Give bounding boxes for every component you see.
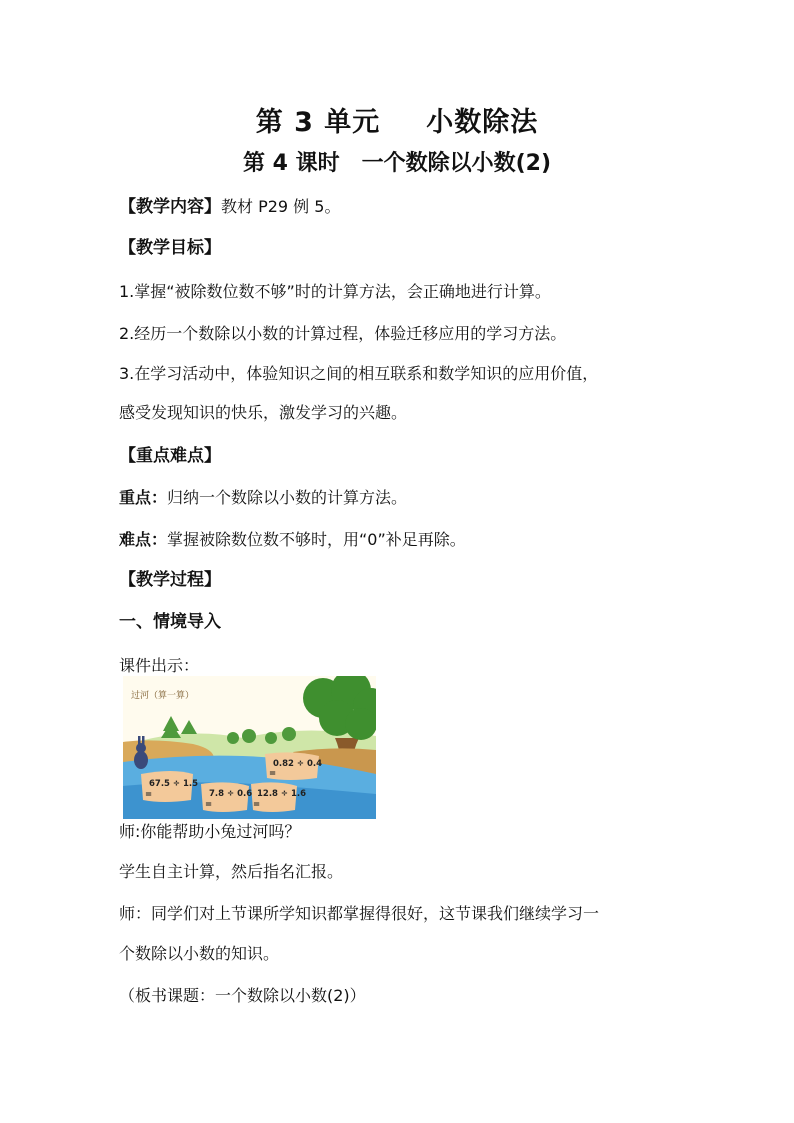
problem-1-equals: = <box>145 790 153 800</box>
problem-3-equals: = <box>253 800 261 810</box>
lesson-title <box>0 146 794 177</box>
teacher-remark: 师：同学们对上节课所学知识都掌握得很好，这节课我们继续学习一 <box>119 904 600 923</box>
key-point-text: 归纳一个数除以小数的计算方法。 <box>167 488 408 507</box>
teacher-question: 师:你能帮助小兔过河吗？ <box>119 822 301 841</box>
problem-1: 67.5 ÷ 1.5 <box>149 779 199 789</box>
courseware-intro: 课件出示： <box>119 656 200 675</box>
river-scene <box>123 676 376 819</box>
hard-point <box>119 528 699 552</box>
lesson-number: 第 4 课时 <box>242 151 340 176</box>
student-activity: 学生自主计算，然后指名汇报。 <box>119 862 344 881</box>
problem-3: 12.8 ÷ 1.6 <box>257 789 307 799</box>
teaching-content <box>119 195 699 219</box>
problem-2-equals: = <box>205 800 213 810</box>
problem-2: 7.8 ÷ 0.6 <box>209 789 253 799</box>
key-point <box>119 486 699 510</box>
board-title-note: （板书课题：一个数除以小数(2)） <box>119 986 366 1005</box>
unit-topic: 小数除法 <box>426 107 539 138</box>
process-heading: 【教学过程】 <box>119 570 221 590</box>
goal-item-3-cont: 感受发现知识的快乐，激发学习的兴趣。 <box>119 403 408 422</box>
problem-4: 0.82 ÷ 0.4 <box>273 759 323 769</box>
river-crossing-illustration <box>123 676 376 819</box>
problem-4-equals: = <box>269 769 277 779</box>
hard-point-text: 掌握被除数位数不够时，用“0”补足再除。 <box>167 530 466 549</box>
content-label: 【教学内容】 <box>119 197 221 217</box>
goal-item-3: 3.在学习活动中，体验知识之间的相互联系和数学知识的应用价值， <box>119 364 599 383</box>
goals-heading: 【教学目标】 <box>119 238 221 258</box>
unit-number: 第 3 单元 <box>255 107 381 138</box>
content-text: 教材 P29 例 5。 <box>221 197 341 216</box>
unit-title <box>0 100 794 139</box>
section-1-heading: 一、情境导入 <box>119 612 221 632</box>
key-point-label: 重点： <box>119 488 168 507</box>
illustration-caption: 过河（算一算） <box>131 691 195 701</box>
keypoints-heading: 【重点难点】 <box>119 446 221 466</box>
hard-point-label: 难点： <box>119 530 168 549</box>
goal-item-2: 2.经历一个数除以小数的计算过程，体验迁移应用的学习方法。 <box>119 324 567 343</box>
teacher-remark-cont: 个数除以小数的知识。 <box>119 944 280 963</box>
goal-item-1: 1.掌握“被除数位数不够”时的计算方法，会正确地进行计算。 <box>119 282 551 301</box>
lesson-topic: 一个数除以小数(2) <box>361 151 552 176</box>
